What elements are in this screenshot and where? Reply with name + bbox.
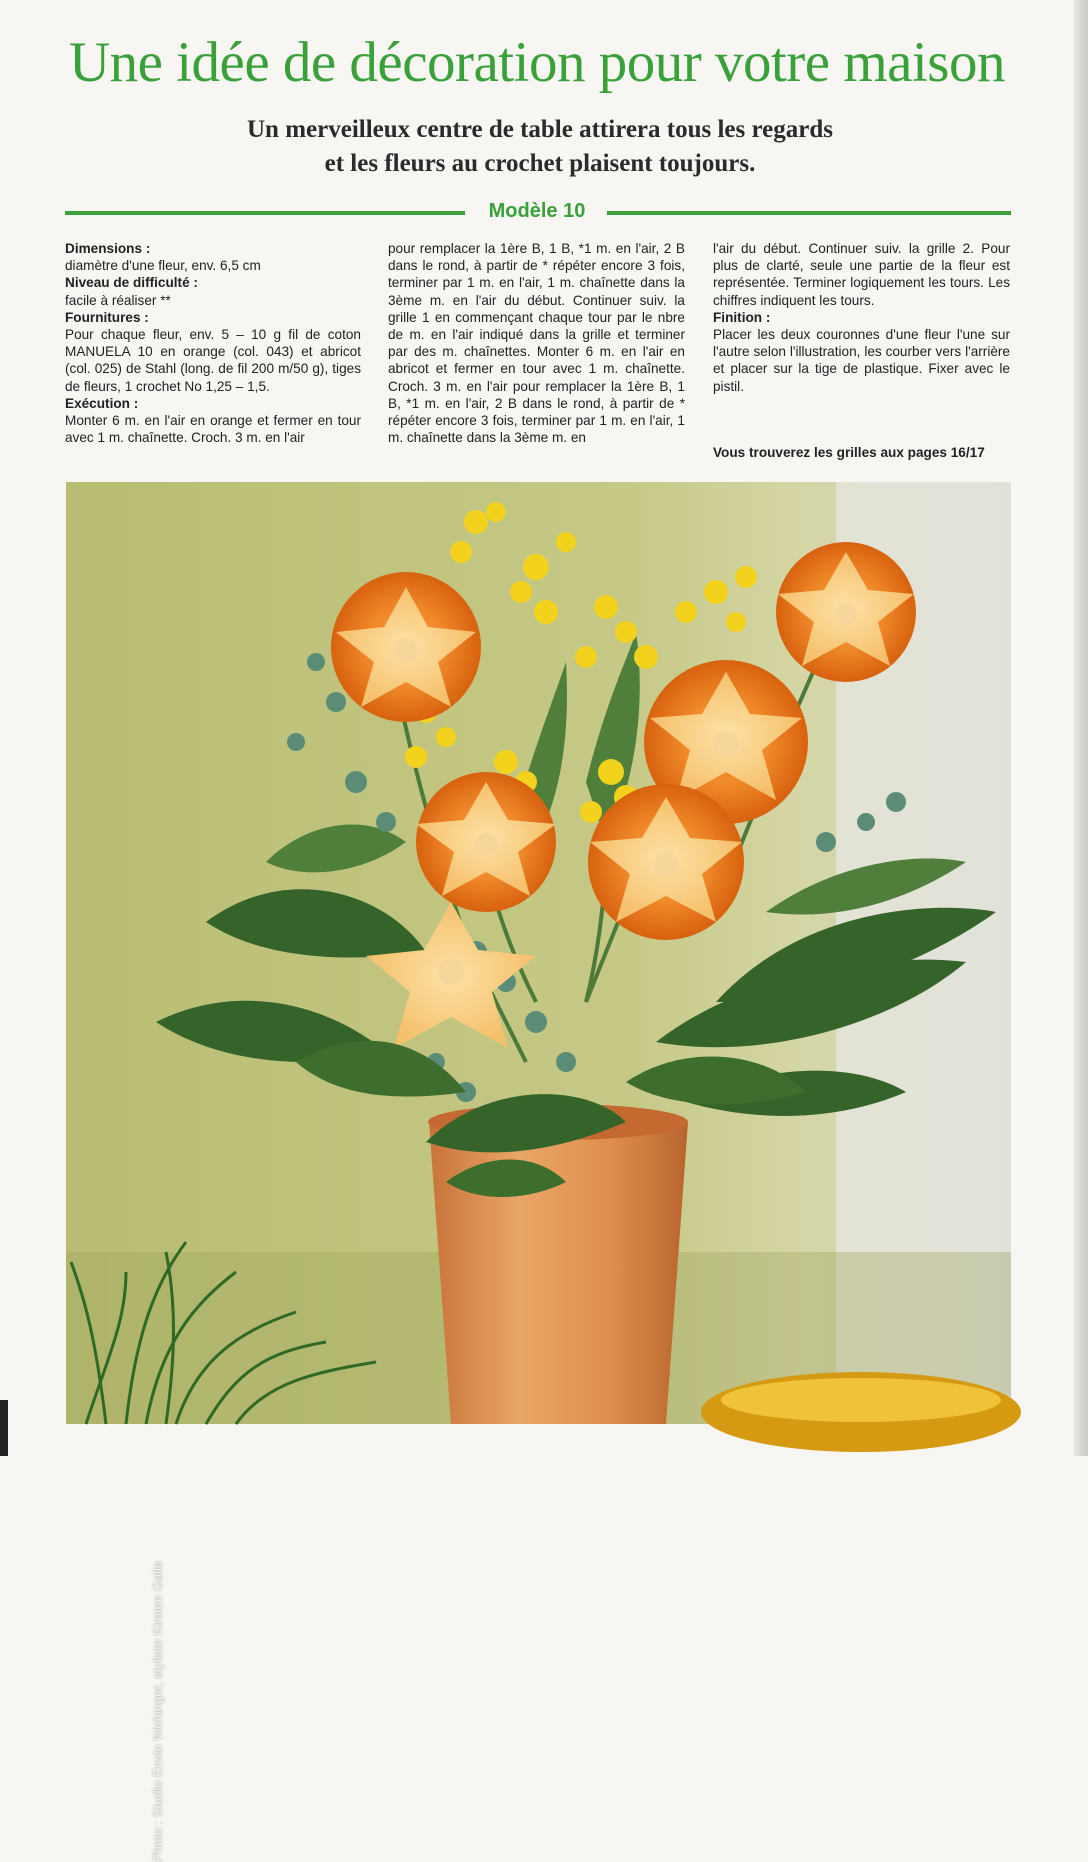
photo-illustration bbox=[66, 482, 1011, 1424]
text-column-3 bbox=[713, 240, 1010, 395]
difficulty-text: facile à réaliser ** bbox=[65, 292, 171, 308]
supplies-label: Fournitures : bbox=[65, 309, 149, 325]
difficulty-label: Niveau de difficulté : bbox=[65, 275, 198, 291]
finishing-text: Placer les deux couronnes d'une fleur l'une sur l'autre selon l'illustration, les courber vers l'arrière et placer sur la tige de plastique. Fixer avec le pistil. bbox=[713, 327, 1010, 394]
crochet-flower-4 bbox=[416, 772, 556, 912]
dimensions-label: Dimensions : bbox=[65, 241, 151, 256]
grids-reference: Vous trouverez les grilles aux pages 16/17 bbox=[713, 445, 985, 460]
subtitle-line-1: Un merveilleux centre de table attirera tous les regards bbox=[247, 116, 833, 143]
flower-arrangement-photo bbox=[66, 482, 1011, 1862]
photo-credit: Photo : Studio Erwin Wehinger, styliste Kirsten Galle bbox=[150, 1560, 165, 1862]
crochet-flower-2 bbox=[776, 542, 916, 682]
subtitle-line-2: et les fleurs au crochet plaisent toujours. bbox=[324, 150, 756, 177]
dimensions-text: diamètre d'une fleur, env. 6,5 cm bbox=[65, 258, 261, 274]
execution-continued-text: pour remplacer la 1ère B, 1 B, *1 m. en l'air, 2 B dans le rond, à partir de * répéter encore 3 fois, terminer par 1 m. en l'air, 1 m. chaînette dans la 3ème m. en l'air du début. Continuer suiv. la grille 1 en commençant chaque tour par le nbre de m. en l'air indiqué dans la grille et terminer par des m. chaînettes. Monter 6 m. en l'air en abricot et fermer en tour avec 1 m. chaînette. Croch. 3 m. en l'air pour remplacer la 1ère B, 1 B, *1 m. en l'air, 2 B dans le rond, à partir de * répéter encore 3 fois, terminer par 1 m. en l'air, 1 m. chaînette dans la 3ème m. en bbox=[388, 241, 685, 446]
supplies-text: Pour chaque fleur, env. 5 – 10 g fil de coton MANUELA 10 en orange (col. 043) et abricot (col. 025) de Stahl (long. de fil 200 m/50 g), tiges de fleurs, 1 crochet No 1,25 – 1,5. bbox=[65, 327, 361, 394]
execution-end-text: l'air du début. Continuer suiv. la grille 2. Pour plus de clarté, seule une partie de la fleur est représentée. Terminer logiquement les tours. Les chiffres indiquent les tours. bbox=[713, 241, 1010, 308]
rule-left bbox=[65, 211, 465, 215]
model-heading: Modèle 10 bbox=[488, 200, 586, 222]
execution-text: Monter 6 m. en l'air en orange et fermer en tour avec 1 m. chaînette. Croch. 3 m. en l'air bbox=[65, 413, 361, 446]
page-edge bbox=[1074, 0, 1088, 1456]
text-column-1 bbox=[65, 240, 361, 446]
execution-label: Exécution : bbox=[65, 395, 139, 411]
finishing-label: Finition : bbox=[713, 309, 771, 325]
rule-right bbox=[607, 211, 1011, 215]
page-subtitle bbox=[0, 113, 1080, 181]
crochet-flower-1 bbox=[331, 572, 481, 722]
crochet-flower-5 bbox=[588, 784, 744, 940]
binding-shadow bbox=[0, 1400, 8, 1456]
text-column-2 bbox=[388, 240, 685, 446]
page-title: Une idée de décoration pour votre maison bbox=[68, 31, 1005, 94]
